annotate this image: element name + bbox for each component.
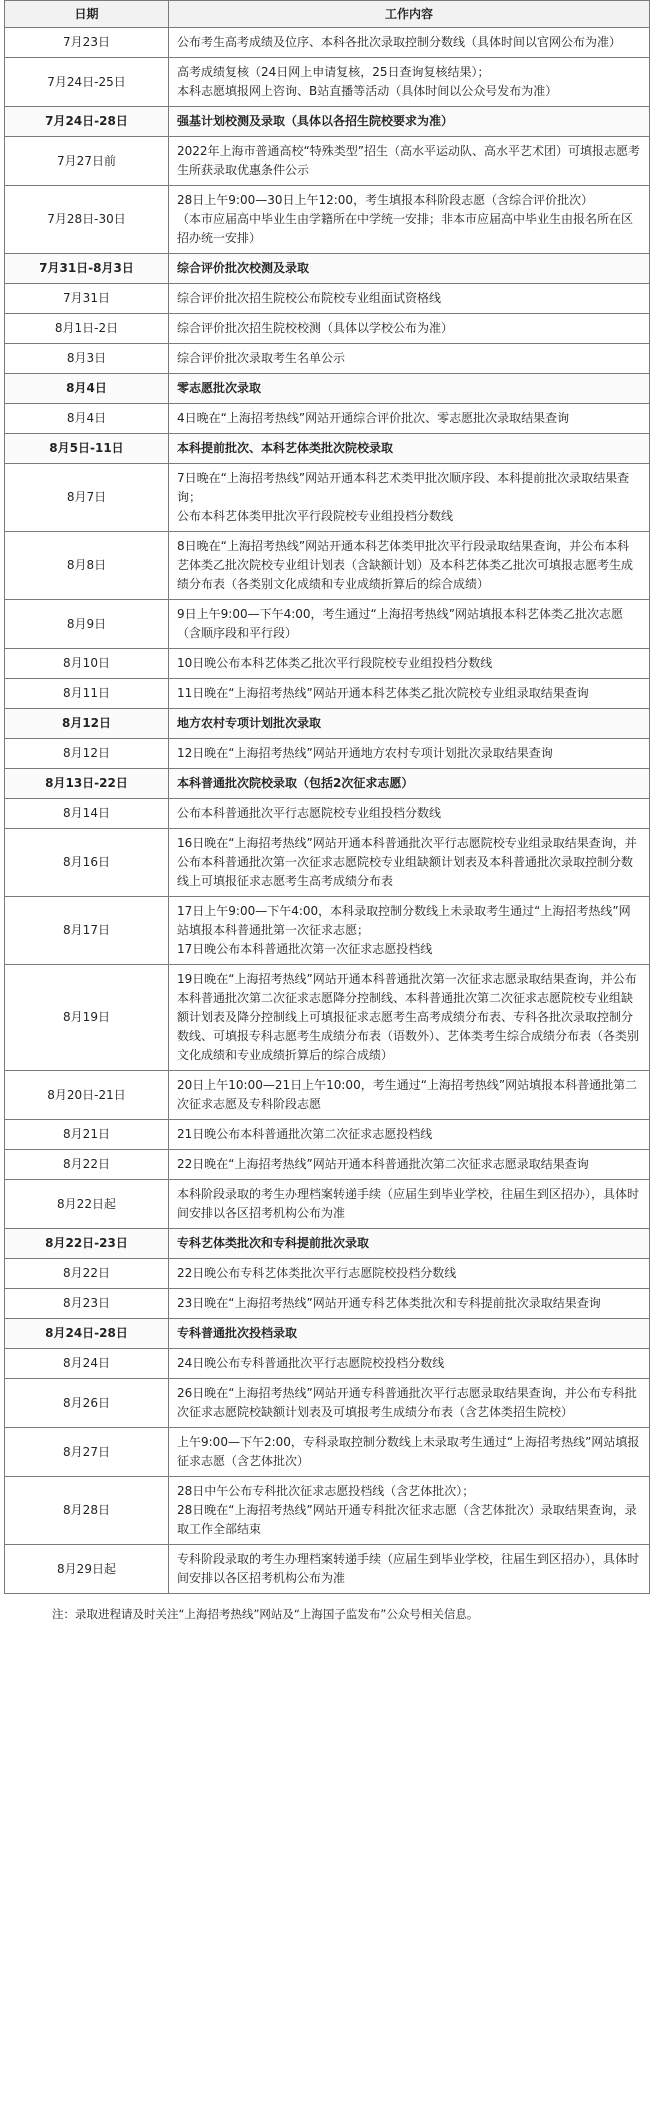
content-cell: 专科普通批次投档录取 xyxy=(169,1319,650,1349)
table-row xyxy=(5,1289,650,1319)
content-column-header: 工作内容 xyxy=(169,1,650,28)
date-cell: 8月16日 xyxy=(5,829,169,897)
phase-row xyxy=(5,107,650,137)
date-cell: 8月26日 xyxy=(5,1379,169,1428)
content-cell: 公布考生高考成绩及位序、本科各批次录取控制分数线（具体时间以官网公布为准） xyxy=(169,28,650,58)
table-row xyxy=(5,186,650,254)
content-cell: 7日晚在“上海招考热线”网站开通本科艺术类甲批次顺序段、本科提前批次录取结果查询； 公布本科艺体类甲批次平行段院校专业组投档分数线 xyxy=(169,464,650,532)
table-row xyxy=(5,1428,650,1477)
content-cell: 12日晚在“上海招考热线”网站开通地方农村专项计划批次录取结果查询 xyxy=(169,739,650,769)
content-cell: 8日晚在“上海招考热线”网站开通本科艺体类甲批次平行段录取结果查询，并公布本科艺体类乙批次院校专业组计划表（含缺额计划）及本科艺体类乙批次可填报志愿考生成绩分布表（各类别文化成绩和专业成绩折算后的综合成绩） xyxy=(169,532,650,600)
date-cell: 8月14日 xyxy=(5,799,169,829)
content-cell: 4日晚在“上海招考热线”网站开通综合评价批次、零志愿批次录取结果查询 xyxy=(169,404,650,434)
content-cell: 上午9:00—下午2:00，专科录取控制分数线上未录取考生通过“上海招考热线”网站填报征求志愿（含艺体批次） xyxy=(169,1428,650,1477)
table-row xyxy=(5,1349,650,1379)
date-cell: 8月19日 xyxy=(5,965,169,1071)
table-row xyxy=(5,58,650,107)
content-cell: 26日晚在“上海招考热线”网站开通专科普通批次平行志愿录取结果查询，并公布专科批次征求志愿院校缺额计划表及可填报考生成绩分布表（含艺体类招生院校） xyxy=(169,1379,650,1428)
date-cell: 8月8日 xyxy=(5,532,169,600)
date-cell: 8月13日-22日 xyxy=(5,769,169,799)
date-cell: 7月27日前 xyxy=(5,137,169,186)
table-row xyxy=(5,344,650,374)
content-cell: 综合评价批次录取考生名单公示 xyxy=(169,344,650,374)
table-header-row xyxy=(5,1,650,28)
date-cell: 8月22日 xyxy=(5,1259,169,1289)
table-row xyxy=(5,965,650,1071)
content-cell: 综合评价批次招生院校校测（具体以学校公布为准） xyxy=(169,314,650,344)
date-cell: 7月23日 xyxy=(5,28,169,58)
table-row xyxy=(5,600,650,649)
date-cell: 7月24日-28日 xyxy=(5,107,169,137)
content-cell: 17日上午9:00—下午4:00，本科录取控制分数线上未录取考生通过“上海招考热线”网站填报本科普通批第一次征求志愿； 17日晚公布本科普通批次第一次征求志愿投档线 xyxy=(169,897,650,965)
table-row xyxy=(5,1150,650,1180)
date-cell: 7月31日-8月3日 xyxy=(5,254,169,284)
content-cell: 22日晚在“上海招考热线”网站开通本科普通批次第二次征求志愿录取结果查询 xyxy=(169,1150,650,1180)
table-row xyxy=(5,649,650,679)
date-cell: 8月22日起 xyxy=(5,1180,169,1229)
content-cell: 21日晚公布本科普通批次第二次征求志愿投档线 xyxy=(169,1120,650,1150)
table-row xyxy=(5,1259,650,1289)
content-cell: 综合评价批次校测及录取 xyxy=(169,254,650,284)
table-row xyxy=(5,739,650,769)
date-cell: 8月9日 xyxy=(5,600,169,649)
table-row xyxy=(5,829,650,897)
table-row xyxy=(5,137,650,186)
table-row xyxy=(5,404,650,434)
content-cell: 专科艺体类批次和专科提前批次录取 xyxy=(169,1229,650,1259)
phase-row xyxy=(5,374,650,404)
content-cell: 强基计划校测及录取（具体以各招生院校要求为准） xyxy=(169,107,650,137)
date-cell: 8月29日起 xyxy=(5,1545,169,1594)
content-cell: 20日上午10:00—21日上午10:00，考生通过“上海招考热线”网站填报本科普通批第二次征求志愿及专科阶段志愿 xyxy=(169,1071,650,1120)
content-cell: 28日中午公布专科批次征求志愿投档线（含艺体批次）； 28日晚在“上海招考热线”网站开通专科批次征求志愿（含艺体批次）录取结果查询，录取工作全部结束 xyxy=(169,1477,650,1545)
date-cell: 8月12日 xyxy=(5,739,169,769)
table-row xyxy=(5,1477,650,1545)
content-cell: 零志愿批次录取 xyxy=(169,374,650,404)
table-row xyxy=(5,464,650,532)
date-cell: 8月28日 xyxy=(5,1477,169,1545)
admission-schedule-table xyxy=(4,0,650,1594)
date-column-header: 日期 xyxy=(5,1,169,28)
date-cell: 8月23日 xyxy=(5,1289,169,1319)
table-row xyxy=(5,1120,650,1150)
content-cell: 高考成绩复核（24日网上申请复核，25日查询复核结果）； 本科志愿填报网上咨询、B站直播等活动（具体时间以公众号发布为准） xyxy=(169,58,650,107)
date-cell: 8月20日-21日 xyxy=(5,1071,169,1120)
content-cell: 9日上午9:00—下午4:00，考生通过“上海招考热线”网站填报本科艺体类乙批次志愿（含顺序段和平行段） xyxy=(169,600,650,649)
date-cell: 8月27日 xyxy=(5,1428,169,1477)
content-cell: 本科提前批次、本科艺体类批次院校录取 xyxy=(169,434,650,464)
table-row xyxy=(5,314,650,344)
content-cell: 本科普通批次院校录取（包括2次征求志愿） xyxy=(169,769,650,799)
date-cell: 8月21日 xyxy=(5,1120,169,1150)
date-cell: 8月1日-2日 xyxy=(5,314,169,344)
phase-row xyxy=(5,1319,650,1349)
table-row xyxy=(5,679,650,709)
content-cell: 综合评价批次招生院校公布院校专业组面试资格线 xyxy=(169,284,650,314)
date-cell: 8月10日 xyxy=(5,649,169,679)
date-cell: 8月5日-11日 xyxy=(5,434,169,464)
table-row xyxy=(5,28,650,58)
footnote: 注：录取进程请及时关注“上海招考热线”网站及“上海国子监发布”公众号相关信息。 xyxy=(52,1607,479,1621)
phase-row xyxy=(5,434,650,464)
content-cell: 专科阶段录取的考生办理档案转递手续（应届生到毕业学校，往届生到区招办），具体时间安排以各区招考机构公布为准 xyxy=(169,1545,650,1594)
table-row xyxy=(5,1545,650,1594)
content-cell: 22日晚公布专科艺体类批次平行志愿院校投档分数线 xyxy=(169,1259,650,1289)
table-row xyxy=(5,284,650,314)
content-cell: 10日晚公布本科艺体类乙批次平行段院校专业组投档分数线 xyxy=(169,649,650,679)
table-row xyxy=(5,799,650,829)
date-cell: 8月24日 xyxy=(5,1349,169,1379)
content-cell: 23日晚在“上海招考热线”网站开通专科艺体类批次和专科提前批次录取结果查询 xyxy=(169,1289,650,1319)
table-row xyxy=(5,1379,650,1428)
phase-row xyxy=(5,1229,650,1259)
content-cell: 本科阶段录取的考生办理档案转递手续（应届生到毕业学校，往届生到区招办），具体时间安排以各区招考机构公布为准 xyxy=(169,1180,650,1229)
date-cell: 8月22日 xyxy=(5,1150,169,1180)
date-cell: 7月28日-30日 xyxy=(5,186,169,254)
content-cell: 24日晚公布专科普通批次平行志愿院校投档分数线 xyxy=(169,1349,650,1379)
table-row xyxy=(5,1180,650,1229)
content-cell: 19日晚在“上海招考热线”网站开通本科普通批次第一次征求志愿录取结果查询，并公布本科普通批次第二次征求志愿降分控制线、本科普通批次第二次征求志愿院校专业组缺额计划表及降分控制线上可填报征求志愿考生高考成绩分布表、专科各批次录取控制分数线、可填报专科志愿考生成绩分布表（语数外）、艺体类考生综合成绩分布表（各类别文化成绩和专业成绩折算后的综合成绩） xyxy=(169,965,650,1071)
phase-row xyxy=(5,709,650,739)
date-cell: 8月24日-28日 xyxy=(5,1319,169,1349)
table-body xyxy=(5,28,650,1594)
content-cell: 11日晚在“上海招考热线”网站开通本科艺体类乙批次院校专业组录取结果查询 xyxy=(169,679,650,709)
date-cell: 8月4日 xyxy=(5,374,169,404)
phase-row xyxy=(5,254,650,284)
table-row xyxy=(5,897,650,965)
content-cell: 地方农村专项计划批次录取 xyxy=(169,709,650,739)
date-cell: 8月11日 xyxy=(5,679,169,709)
content-cell: 16日晚在“上海招考热线”网站开通本科普通批次平行志愿院校专业组录取结果查询，并公布本科普通批次第一次征求志愿院校专业组缺额计划表及本科普通批次录取控制分数线上可填报征求志愿考生高考成绩分布表 xyxy=(169,829,650,897)
date-cell: 8月12日 xyxy=(5,709,169,739)
date-cell: 7月31日 xyxy=(5,284,169,314)
table-row xyxy=(5,1071,650,1120)
date-cell: 8月7日 xyxy=(5,464,169,532)
phase-row xyxy=(5,769,650,799)
content-cell: 28日上午9:00—30日上午12:00，考生填报本科阶段志愿（含综合评价批次） （本市应届高中毕业生由学籍所在中学统一安排；非本市应届高中毕业生由报名所在区招办统一安排） xyxy=(169,186,650,254)
date-cell: 8月4日 xyxy=(5,404,169,434)
table-row xyxy=(5,532,650,600)
content-cell: 2022年上海市普通高校“特殊类型”招生（高水平运动队、高水平艺术团）可填报志愿考生所获录取优惠条件公示 xyxy=(169,137,650,186)
date-cell: 8月3日 xyxy=(5,344,169,374)
date-cell: 8月22日-23日 xyxy=(5,1229,169,1259)
content-cell: 公布本科普通批次平行志愿院校专业组投档分数线 xyxy=(169,799,650,829)
date-cell: 7月24日-25日 xyxy=(5,58,169,107)
date-cell: 8月17日 xyxy=(5,897,169,965)
